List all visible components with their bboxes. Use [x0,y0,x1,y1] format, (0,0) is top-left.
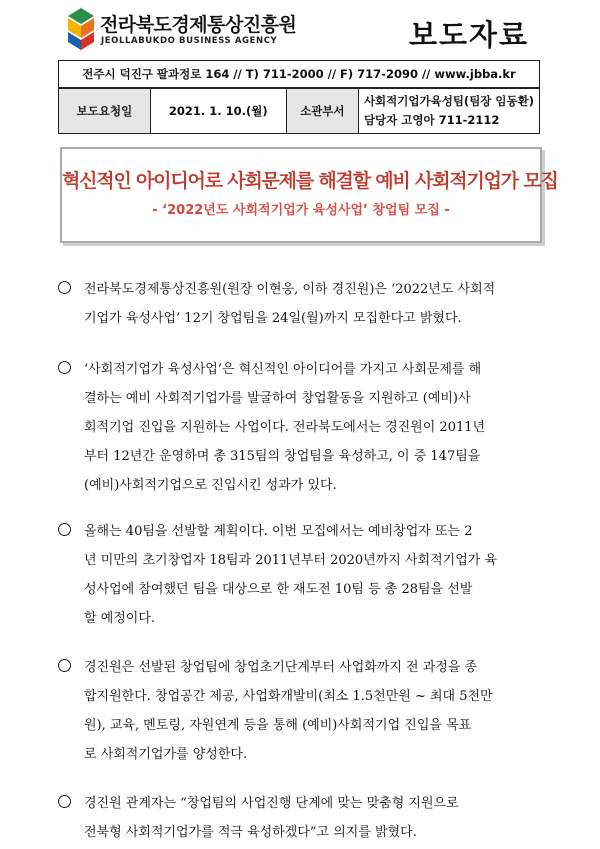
org-name-english: JEOLLABUKDO BUSINESS AGENCY [101,36,278,46]
document-type-title: 보도자료 [409,18,530,52]
paragraph-line: 전라북도경제통상진흥원(원장 이현웅, 이하 경진원)은 ‘2022년도 사회적 [84,282,496,297]
subheadline: - ‘2022년도 사회적기업가 육성사업’ 창업팀 모집 - [152,203,450,218]
header [58,0,540,58]
circle-bullet-icon [58,659,71,672]
contact-line: 전주시 덕진구 팔과정로 164 // T) 711-2000 // F) 717-2090 // www.jbba.kr [58,60,540,88]
paragraph-line: 전북형 사회적기업가를 적극 육성하겠다”고 의지를 밝혔다. [84,825,417,840]
headline-box [60,147,558,243]
paragraph-line: 회적기업 진입을 지원하는 사업이다. 전라북도에서는 경진원이 2011년 [84,420,486,435]
paragraph-line: 로 사회적기업가를 양성한다. [84,747,248,762]
paragraph-line: 기업가 육성사업’ 12기 창업팀을 24일(월)까지 모집한다고 밝혔다. [84,311,462,326]
agency-logo-icon [66,6,96,52]
paragraph-line: ‘사회적기업가 육성사업’은 혁신적인 아이디어를 가지고 사회문제를 해 [84,362,482,377]
paragraph-line: 성사업에 참여했던 팀을 대상으로 한 재도전 10팀 등 총 28팀을 선발 [84,582,473,597]
department-name: 사회적기업가육성팀(팀장 임동환) [363,94,534,108]
circle-bullet-icon [58,361,71,374]
paragraph-line: 년 미만의 초기창업자 18팀과 2011년부터 2020년까지 사회적기업가 육 [84,553,498,568]
paragraph-line: 합지원한다. 창업공간 제공, 사업화개발비(최소 1.5천만원 ~ 최대 5천만 [84,689,493,704]
paragraph-line: 올해는 40팀을 선발할 계획이다. 이번 모집에서는 예비창업자 또는 2 [84,524,473,539]
paragraph-line: 경진원 관계자는 “창업팀의 사업진행 단계에 맞는 맞춤형 지원으로 [84,796,459,811]
request-date-label: 보도요청일 [59,89,151,134]
paragraph-line: 결하는 예비 사회적기업가를 발굴하여 창업활동을 지원하고 (예비)사 [84,391,471,406]
headline: 혁신적인 아이디어로 사회문제를 해결할 예비 사회적기업가 모집 [62,170,558,192]
paragraph-line: 경진원은 선발된 창업팀에 창업초기단계부터 사업화까지 전 과정을 종 [84,660,478,675]
department-label: 소관부서 [286,89,358,134]
contact-person: 담당자 고영아 711-2112 [363,113,500,127]
circle-bullet-icon [58,523,71,536]
request-date: 2021. 1. 10.(월) [150,89,286,134]
circle-bullet-icon [58,795,71,808]
paragraph-line: (예비)사회적기업으로 진입시킨 성과가 있다. [84,478,337,493]
org-name: 전라북도경제통상진흥원 [100,14,297,36]
paragraph-line: 할 예정이다. [84,611,156,626]
paragraph-line: 부터 12년간 운영하며 총 315팀의 창업팀을 육성하고, 이 중 147팀을 [84,449,481,464]
paragraph-line: 원), 교육, 멘토링, 자원연계 등을 통해 (예비)사회적기업 진입을 목표 [84,718,472,733]
department-info [358,89,539,134]
circle-bullet-icon [58,281,71,294]
meta-table [58,88,540,134]
